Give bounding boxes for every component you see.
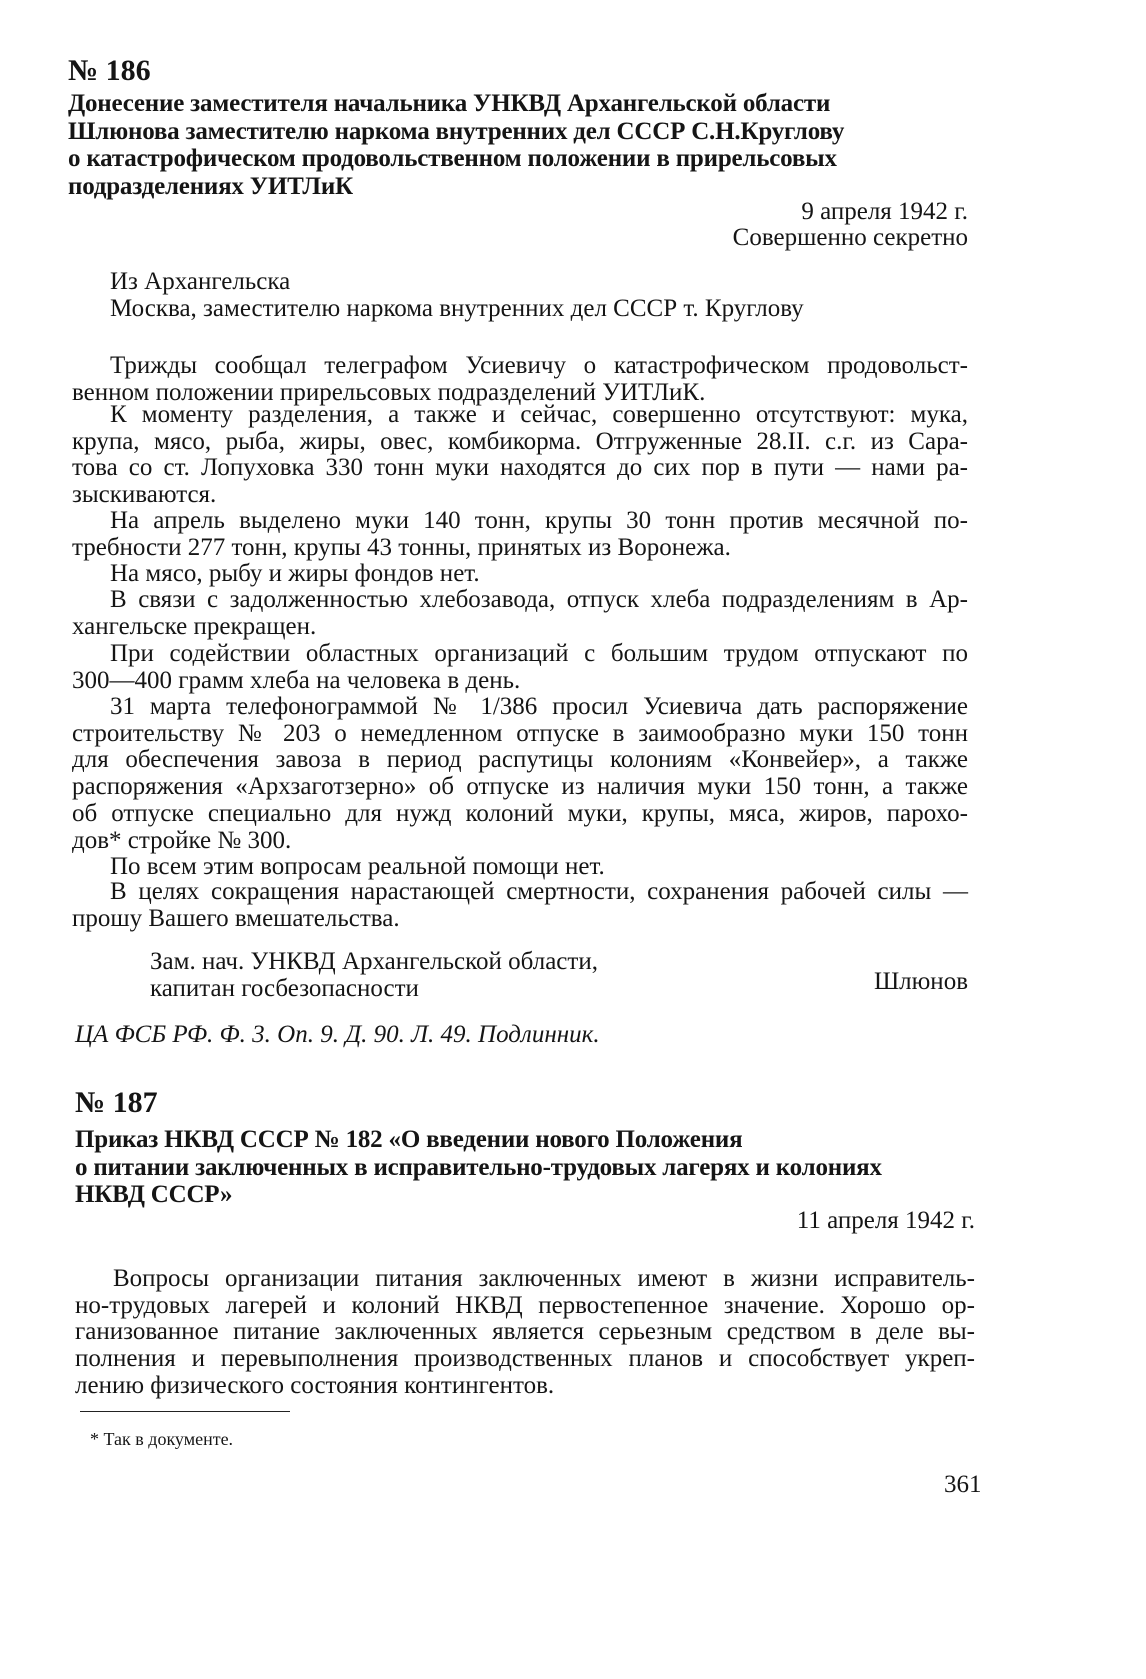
paragraph <box>72 854 968 881</box>
text-line: дов* стройке № 300. <box>72 826 292 854</box>
text-line: Зам. нач. УНКВД Архангельской области, <box>150 948 598 975</box>
doc186-address <box>110 269 804 322</box>
doc186-number: № 186 <box>68 54 151 87</box>
footnote-divider <box>80 1411 290 1412</box>
paragraph <box>72 508 968 561</box>
text-line: Вопросы организации питания заключенных имеют в жизни исправитель- <box>113 1265 975 1292</box>
paragraph <box>72 641 968 694</box>
paragraph <box>72 353 968 406</box>
text-line: но-трудовых лагерей и колоний НКВД первостепенное значение. Хорошо ор- <box>75 1291 975 1319</box>
text-line: ганизованное питание заключенных является серьезным средством в деле вы- <box>75 1318 975 1346</box>
text-line: К моменту разделения, а также и сейчас, совершенно отсутствуют: мука, <box>110 401 968 428</box>
text-line: В целях сокращения нарастающей смертности, сохранения рабочей силы — <box>110 878 968 905</box>
text-line: 300—400 грамм хлеба на человека в день. <box>72 666 521 694</box>
text-line: требности 277 тонн, крупы 43 тонны, принятых из Воронежа. <box>72 533 731 561</box>
text-line: това со ст. Лопуховка 330 тонн муки находятся до сих пор в пути — нами ра- <box>72 454 968 482</box>
paragraph <box>72 402 968 509</box>
text-line: об отпуске специально для нужд колоний муки, крупы, мяса, жиров, парохо- <box>72 799 968 827</box>
paragraph <box>72 561 968 588</box>
text-line: Приказ НКВД СССР № 182 «О введении нового Положения <box>75 1126 743 1153</box>
text-line: 31 марта телефонограммой № 1/386 просил Усиевича дать распоряжение <box>110 693 968 720</box>
text-line: о катастрофическом продовольственном положении в прирельсовых <box>68 145 837 172</box>
text-line: крупа, мясо, рыба, жиры, овес, комбикорма. Отгруженные 28.II. с.г. из Сара- <box>72 427 968 455</box>
text-line: На мясо, рыбу и жиры фондов нет. <box>110 560 480 587</box>
text-line: строительству № 203 о немедленном отпуске в заимообразно муки 150 тонн <box>72 719 968 747</box>
archive-reference: ЦА ФСБ РФ. Ф. 3. Оп. 9. Д. 90. Л. 49. Подлинник. <box>75 1021 600 1048</box>
text-line: Шлюнова заместителю наркома внутренних дел СССР С.Н.Круглову <box>68 117 845 145</box>
paragraph <box>72 587 968 640</box>
text-line: для обеспечения завоза в период распутицы колониям «Конвейер», а также <box>72 746 968 774</box>
text-line: хангельске прекращен. <box>72 612 317 640</box>
doc186-title <box>68 90 844 200</box>
text-line: венном положении прирельсовых подразделений УИТЛиК. <box>72 378 706 406</box>
text-line: о питании заключенных в исправительно-трудовых лагерях и колониях <box>75 1153 882 1181</box>
signature-position <box>150 949 598 1002</box>
text-line: При содействии областных организаций с большим трудом отпускают по <box>110 640 968 667</box>
text-line: распоряжения «Архзаготзерно» об отпуске из наличия муки 150 тонн, а также <box>72 773 968 801</box>
text-line: зыскиваются. <box>72 481 217 509</box>
footnote: * Так в документе. <box>90 1429 234 1449</box>
text-line: полнения и перевыполнения производственных планов и способствует укреп- <box>75 1345 975 1373</box>
paragraph <box>72 694 968 854</box>
text-line: На апрель выделено муки 140 тонн, крупы 30 тонн против месячной по- <box>110 507 968 534</box>
text-line: По всем этим вопросам реальной помощи нет. <box>110 853 605 880</box>
text-line: подразделениях УИТЛиК <box>68 172 353 200</box>
page-number: 361 <box>944 1471 982 1498</box>
text-line: Из Архангельска <box>110 268 291 295</box>
doc187-date: 11 апреля 1942 г. <box>796 1207 975 1234</box>
paragraph <box>75 1266 975 1400</box>
doc187-number: № 187 <box>75 1086 158 1119</box>
text-line: лению физического состояния контингентов. <box>75 1371 555 1399</box>
text-line: НКВД СССР» <box>75 1181 233 1208</box>
text-line: прошу Вашего вмешательства. <box>72 904 400 932</box>
signature-name: Шлюнов <box>873 968 968 995</box>
text-line: Донесение заместителя начальника УНКВД Архангельской области <box>68 90 831 117</box>
text-line: Москва, заместителю наркома внутренних дел СССР т. Круглову <box>110 294 804 322</box>
doc187-title <box>75 1126 882 1209</box>
doc186-classification: Совершенно секретно <box>732 224 968 251</box>
paragraph <box>72 879 968 932</box>
text-line: капитан госбезопасности <box>150 974 419 1002</box>
text-line: В связи с задолженностью хлебозавода, отпуск хлеба подразделениям в Ар- <box>110 586 968 613</box>
doc186-date: 9 апреля 1942 г. <box>801 198 968 225</box>
text-line: Трижды сообщал телеграфом Усиевичу о катастрофическом продовольст- <box>110 352 968 379</box>
